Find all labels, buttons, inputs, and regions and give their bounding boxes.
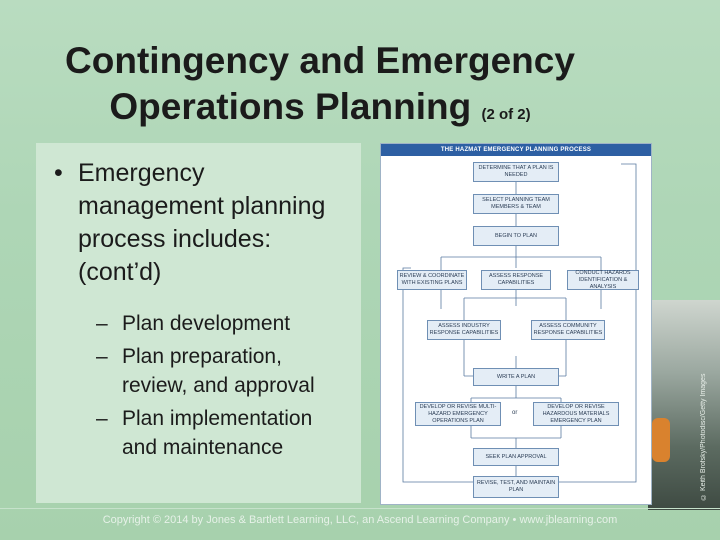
box-revise-test-maintain: REVISE, TEST, AND MAINTAIN PLAN <box>473 476 559 498</box>
title-line-2 <box>20 84 620 138</box>
title-main: Operations Planning <box>109 86 472 127</box>
worker-figure <box>652 418 670 462</box>
bullet-text: Emergency management planning process includes: (cont’d) <box>78 159 326 286</box>
box-seek-plan-approval: SEEK PLAN APPROVAL <box>473 448 559 466</box>
sub-item-text: Plan development <box>122 312 291 335</box>
box-conduct-hazards: CONDUCT HAZARDS IDENTIFICATION & ANALYSIS <box>567 270 639 290</box>
flowchart-title: THE HAZMAT EMERGENCY PLANNING PROCESS <box>381 144 651 156</box>
planning-process-flowchart <box>380 143 652 505</box>
box-review-coordinate: REVIEW & COORDINATE WITH EXISTING PLANS <box>397 270 467 290</box>
footer-divider <box>0 508 720 509</box>
title-suffix: (2 of 2) <box>481 106 531 123</box>
sub-item <box>96 309 349 338</box>
dash-marker: – <box>96 407 108 430</box>
dash-marker: – <box>96 345 108 368</box>
title-line-1: Contingency and Emergency <box>65 40 575 81</box>
sub-item <box>96 342 349 400</box>
box-assess-industry: ASSESS INDUSTRY RESPONSE CAPABILITIES <box>427 320 501 340</box>
box-assess-response: ASSESS RESPONSE CAPABILITIES <box>481 270 551 290</box>
photo-credit: © Keith Brofsky/Photodisc/Getty Images <box>700 373 707 500</box>
sub-item-text: Plan implementation and maintenance <box>122 407 313 459</box>
box-develop-multi-hazard: DEVELOP OR REVISE MULTI-HAZARD EMERGENCY OPERATIONS PLAN <box>415 402 501 426</box>
box-write-plan: WRITE A PLAN <box>473 368 559 386</box>
bullet-item <box>54 157 349 289</box>
bullet-marker: • <box>54 159 63 187</box>
sub-item <box>96 404 349 462</box>
sub-item-text: Plan preparation, review, and approval <box>122 345 315 397</box>
box-develop-hazmat: DEVELOP OR REVISE HAZARDOUS MATERIALS EMERGENCY PLAN <box>533 402 619 426</box>
or-label: or <box>512 410 518 416</box>
box-begin-to-plan: BEGIN TO PLAN <box>473 226 559 246</box>
box-assess-community: ASSESS COMMUNITY RESPONSE CAPABILITIES <box>531 320 605 340</box>
content-panel <box>36 143 361 503</box>
footer-copyright: Copyright © 2014 by Jones & Bartlett Learning, LLC, an Ascend Learning Company • www.jblearning.com <box>102 514 618 526</box>
background-photo <box>648 300 720 510</box>
slide-title <box>20 38 620 138</box>
sub-list <box>96 309 349 462</box>
box-select-planning-team: SELECT PLANNING TEAM MEMBERS & TEAM <box>473 194 559 214</box>
dash-marker: – <box>96 312 108 335</box>
box-determine-plan-needed: DETERMINE THAT A PLAN IS NEEDED <box>473 162 559 182</box>
